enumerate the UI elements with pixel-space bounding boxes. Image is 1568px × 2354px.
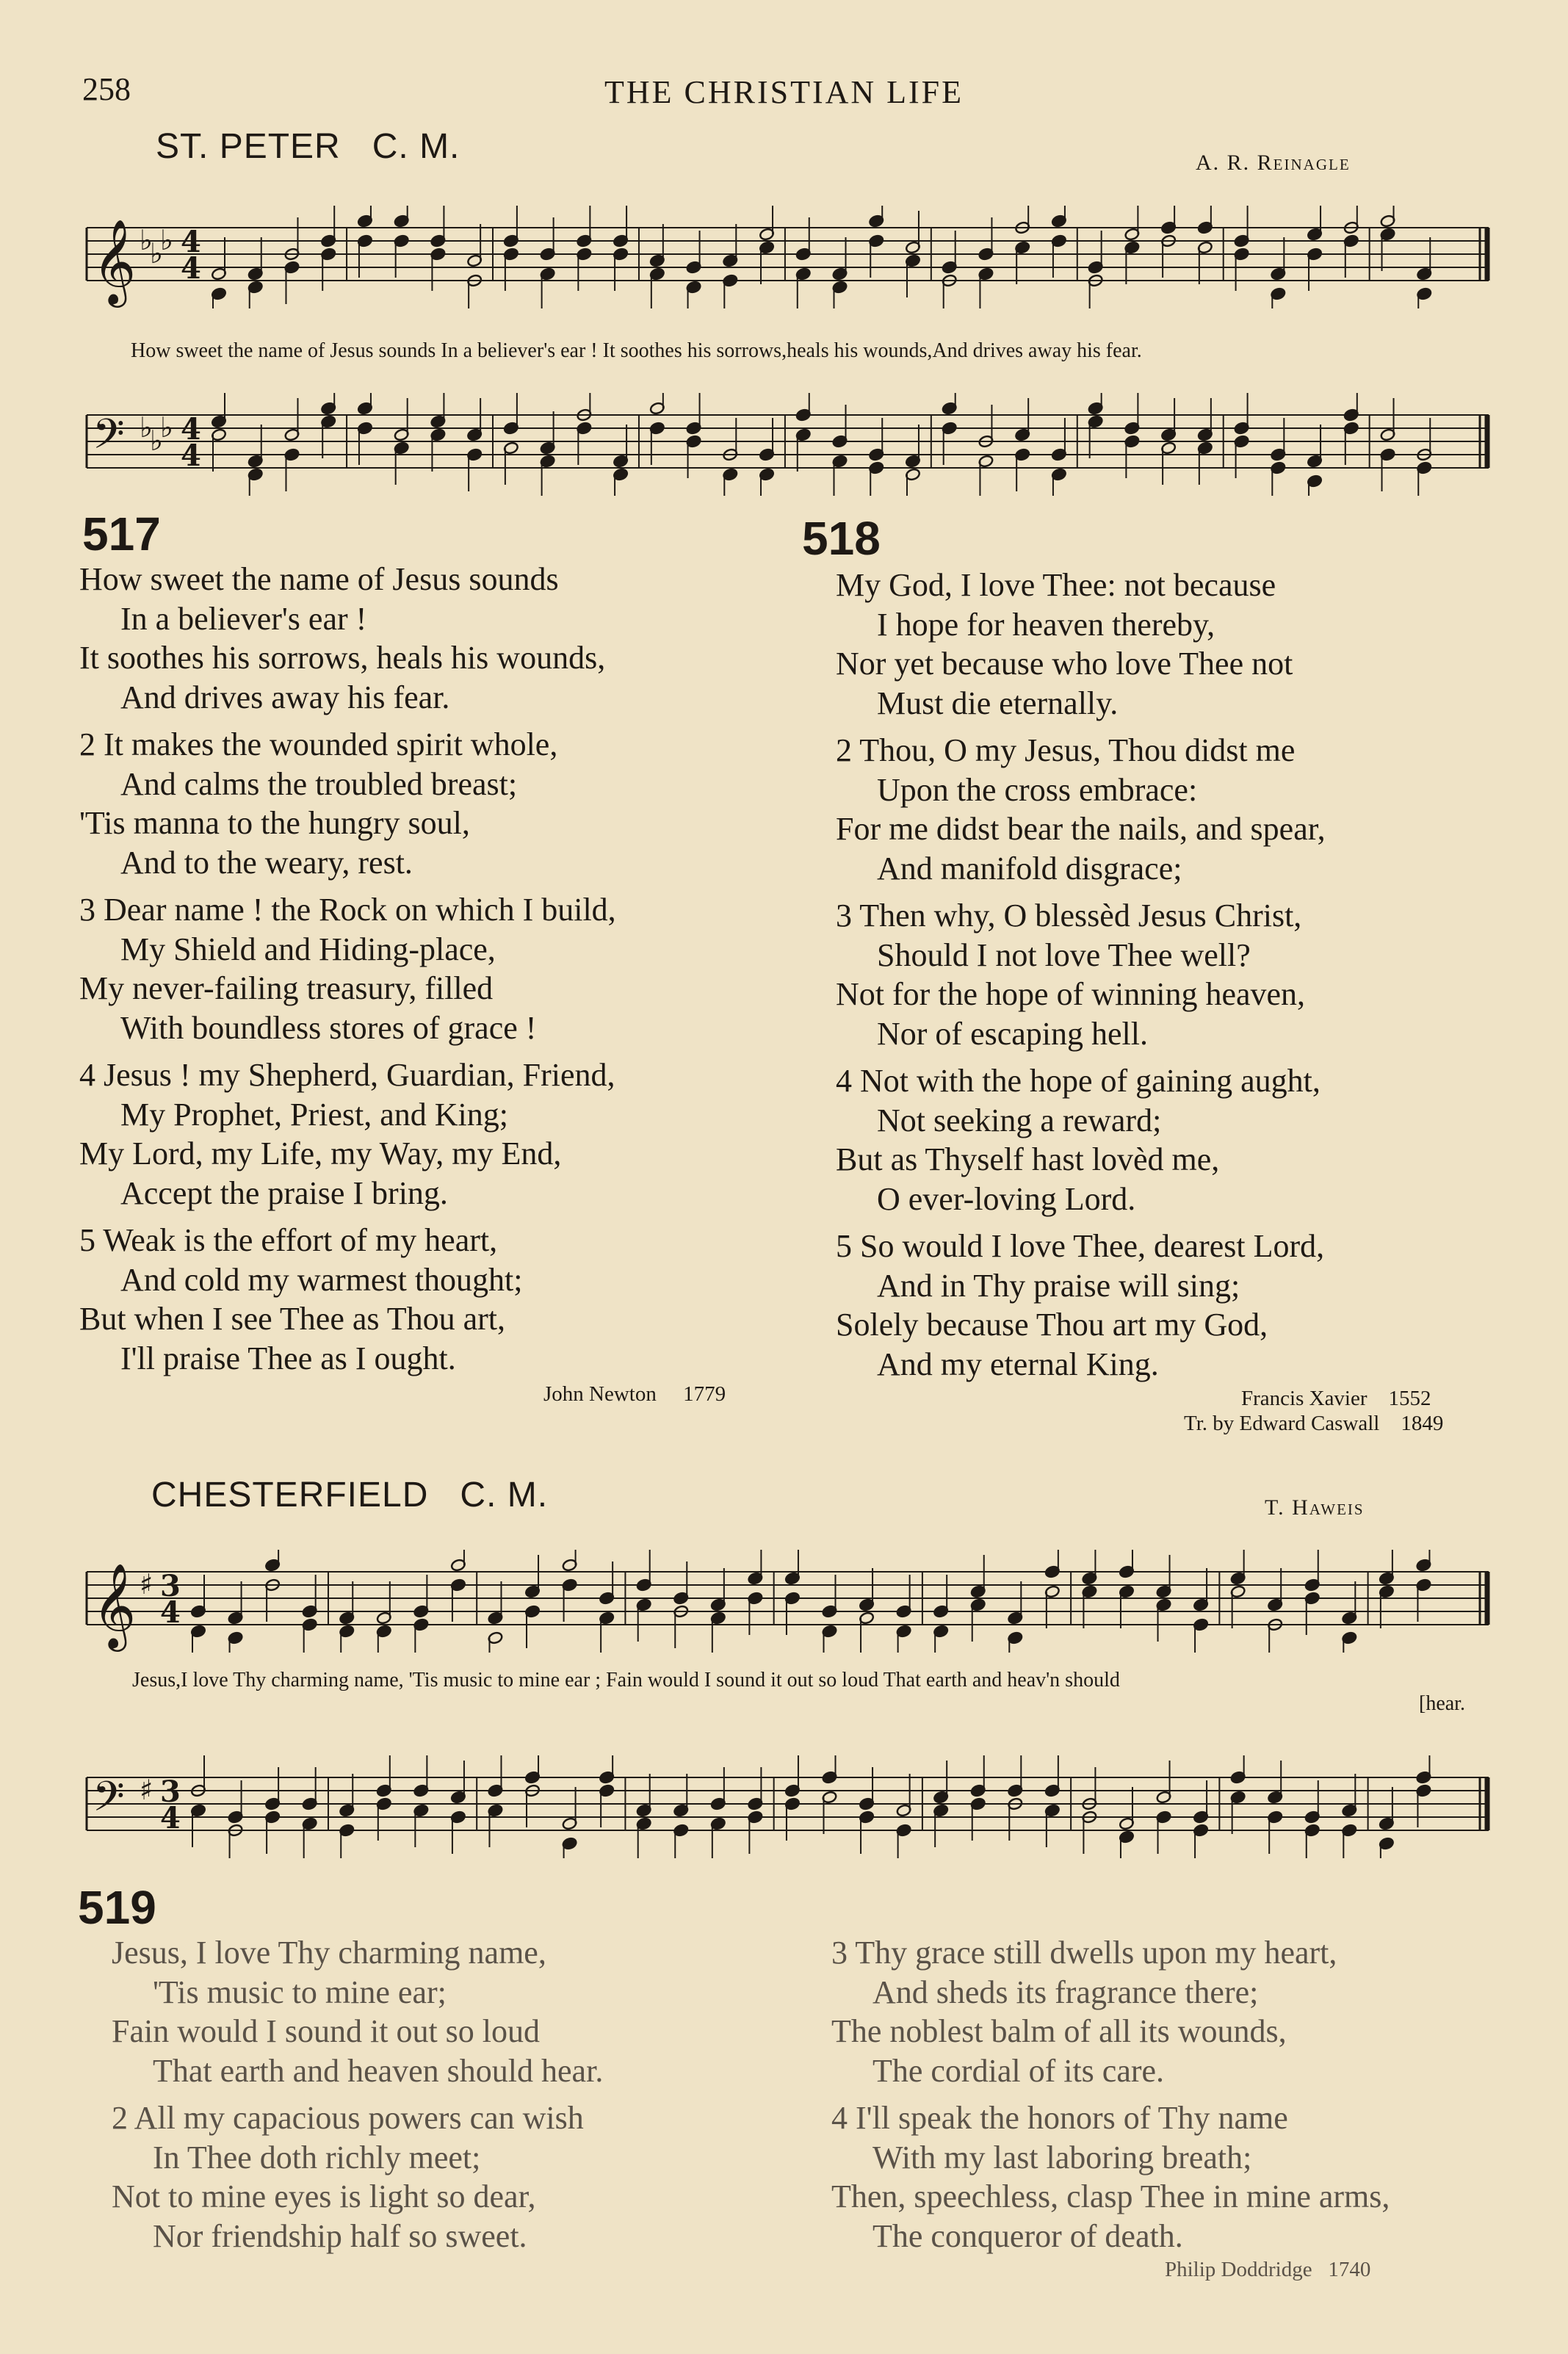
hymn-line: The cordial of its care. [872,2052,1165,2089]
hymn-line: With my last laboring breath; [872,2139,1252,2176]
author-francis-xavier: Francis Xavier 1552 [1241,1387,1431,1410]
hymn-line: For me didst bear the nails, and spear, [836,811,1326,847]
tune-title-chesterfield: CHESTERFIELD C. M. [151,1476,549,1514]
hymn-line: And drives away his fear. [120,679,450,715]
hymn-line: Solely because Thou art my God, [836,1307,1268,1343]
hymn-line: 2 It makes the wounded spirit whole, [79,726,558,762]
hymn-line: 5 So would I love Thee, dearest Lord, [836,1228,1325,1264]
stanza-gap [79,1047,616,1055]
svg-text:4: 4 [181,412,201,447]
svg-text:4: 4 [181,251,201,286]
tune-composer-haweis: T. Haweis [1265,1495,1365,1520]
stanza-gap [79,882,616,890]
hymn-number-517: 517 [82,508,161,560]
hymn-518-text [836,566,1326,1384]
hymn-line: Then, speechless, clasp Thee in mine arms, [831,2178,1390,2214]
running-head: THE CHRISTIAN LIFE [604,74,964,110]
hymn-line: How sweet the name of Jesus sounds [79,561,559,597]
hymn-line: 2 All my capacious powers can wish [112,2100,584,2136]
hymn-517-text [79,560,616,1378]
hymn-line: My never-failing treasury, filled [79,970,494,1006]
hymn-line: And sheds its fragrance there; [872,1974,1259,2010]
svg-text:4: 4 [181,438,201,473]
hymn-line: And calms the troubled breast; [120,765,518,802]
hymn-line: My Shield and Hiding-place, [120,931,496,967]
lyric-underlay-chesterfield-cont: [hear. [1419,1692,1465,1715]
music-staff-treble-st-peter [82,206,1496,308]
hymn-line: It soothes his sorrows, heals his wounds, [79,640,606,676]
svg-text:𝄞: 𝄞 [93,1562,137,1648]
tune-title-st-peter: ST. PETER C. M. [156,127,460,166]
svg-text:♭: ♭ [140,411,153,444]
hymn-line: 3 Thy grace still dwells upon my heart, [831,1935,1337,1971]
hymn-line: 5 Weak is the effort of my heart, [79,1222,498,1258]
hymn-line: Must die eternally. [877,685,1119,721]
hymn-line: Not for the hope of winning heaven, [836,976,1306,1012]
stanza-gap [831,2090,1390,2098]
hymn-line: Should I not love Thee well? [877,936,1251,973]
lyric-underlay-st-peter: How sweet the name of Jesus sounds In a believer's ear ! It soothes his sorrows,heals his wounds,And drives away his fear. [131,339,1142,362]
tune-composer-reinagle: A. R. Reinagle [1196,151,1351,175]
hymn-line: Nor friendship half so sweet. [153,2217,527,2254]
svg-text:4: 4 [160,1801,181,1835]
hymn-line: 2 Thou, O my Jesus, Thou didst me [836,732,1296,768]
hymn-line: O ever-loving Lord. [877,1180,1136,1217]
stanza-gap [112,2090,603,2098]
svg-text:♭: ♭ [150,425,163,457]
svg-text:♭: ♭ [160,411,173,444]
music-staff-bass-st-peter [82,393,1496,496]
hymn-line: My God, I love Thee: not because [836,567,1276,603]
hymn-line: Not seeking a reward; [877,1102,1162,1138]
hymn-line: I'll praise Thee as I ought. [120,1340,456,1376]
hymn-line: With boundless stores of grace ! [120,1009,537,1046]
hymn-line: Fain would I sound it out so loud [112,2013,541,2049]
svg-text:♭: ♭ [160,224,173,256]
music-staff-treble-chesterfield [82,1550,1496,1653]
hymn-line: And manifold disgrace; [877,850,1182,887]
stanza-gap [836,888,1326,896]
hymn-line: In Thee doth richly meet; [153,2139,481,2176]
hymn-line: 4 Not with the hope of gaining aught, [836,1063,1320,1099]
author-john-newton: John Newton 1779 [543,1382,726,1406]
hymn-line: And in Thy praise will sing; [877,1267,1240,1304]
hymn-line: Not to mine eyes is light so dear, [112,2178,536,2214]
svg-text:4: 4 [181,225,201,259]
hymn-line: Nor of escaping hell. [877,1015,1148,1052]
svg-text:𝄢: 𝄢 [93,1773,125,1831]
hymn-519-text-column-2 [831,1933,1390,2256]
author-philip-doddridge: Philip Doddridge 1740 [1165,2258,1371,2281]
hymn-line: The noblest balm of all its wounds, [831,2013,1287,2049]
hymn-line: My Prophet, Priest, and King; [120,1096,508,1133]
svg-text:3: 3 [160,1569,181,1603]
hymn-line: And to the weary, rest. [120,844,413,881]
stanza-gap [836,723,1326,731]
hymn-line: My Lord, my Life, my Way, my End, [79,1136,562,1171]
hymn-line: 'Tis manna to the hungry soul, [79,805,470,841]
page-number: 258 [82,71,131,107]
hymn-line: 4 I'll speak the honors of Thy name [831,2100,1288,2136]
svg-text:♭: ♭ [150,237,163,270]
hymn-line: But when I see Thee as Thou art, [79,1301,505,1337]
hymn-line: In a believer's ear ! [120,600,367,637]
svg-text:♭: ♭ [140,224,153,256]
stanza-gap [79,717,616,725]
stanza-gap [836,1218,1326,1227]
hymn-line: The conqueror of death. [872,2217,1183,2254]
svg-text:4: 4 [160,1595,181,1630]
hymn-519-text-column-1 [112,1933,603,2256]
svg-text:♯: ♯ [140,1774,153,1806]
hymn-line: Accept the praise I bring. [120,1174,448,1211]
music-staff-bass-chesterfield [82,1755,1496,1858]
hymn-number-518: 518 [802,512,881,565]
lyric-underlay-chesterfield: Jesus,I love Thy charming name, 'Tis music to mine ear ; Fain would I sound it out so loud That earth and heav'n should [132,1669,1120,1692]
hymn-line: That earth and heaven should hear. [153,2052,604,2089]
hymn-line: But as Thyself hast lovèd me, [836,1141,1220,1177]
hymn-line: Nor yet because who love Thee not [836,646,1293,682]
stanza-gap [79,1213,616,1221]
hymn-line: Upon the cross embrace: [877,771,1198,808]
svg-text:♯: ♯ [140,1568,153,1600]
hymn-line: I hope for heaven thereby, [877,606,1215,643]
hymn-line: And cold my warmest thought; [120,1261,523,1298]
hymn-line: Jesus, I love Thy charming name, [112,1935,546,1971]
hymn-line: 4 Jesus ! my Shepherd, Guardian, Friend, [79,1057,615,1093]
stanza-gap [836,1053,1326,1061]
hymn-line: 3 Then why, O blessèd Jesus Christ, [836,898,1302,934]
svg-text:𝄞: 𝄞 [93,218,137,304]
hymn-line: 'Tis music to mine ear; [153,1974,447,2010]
hymn-line: And my eternal King. [877,1346,1159,1382]
svg-text:3: 3 [160,1774,181,1809]
hymn-number-519: 519 [78,1881,156,1934]
translator-edward-caswall: Tr. by Edward Caswall 1849 [1184,1412,1444,1435]
hymn-line: 3 Dear name ! the Rock on which I build, [79,892,616,928]
svg-text:𝄢: 𝄢 [93,411,125,469]
